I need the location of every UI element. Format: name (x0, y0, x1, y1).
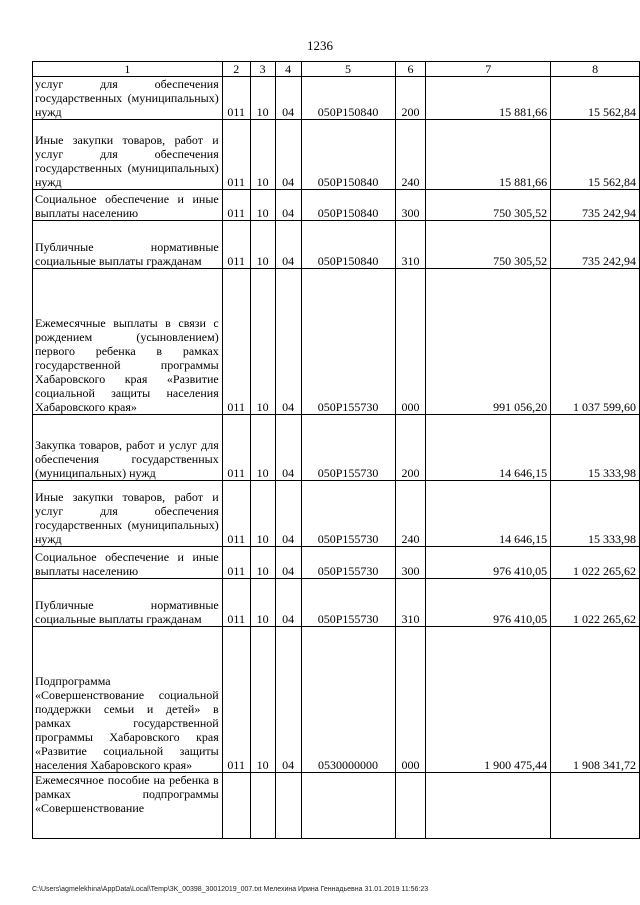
cell-subsection: 04 (275, 579, 301, 627)
table-row (33, 269, 640, 415)
cell-amount-year2: 15 333,98 (551, 415, 640, 481)
cell-section: 10 (250, 190, 275, 221)
cell-ministry: 011 (222, 481, 250, 547)
cell-amount-year1: 14 646,15 (426, 481, 551, 547)
cell-amount-year2: 15 562,84 (551, 120, 640, 190)
column-header: 1 (33, 62, 223, 77)
cell-expense-type: 310 (395, 579, 426, 627)
cell-ministry: 011 (222, 547, 250, 579)
cell-section: 10 (250, 547, 275, 579)
row-name: Иные закупки товаров, работ и услуг для обеспечения государственных (муниципальных) нужд (33, 120, 223, 190)
cell-ministry: 011 (222, 415, 250, 481)
cell-ministry: 011 (222, 579, 250, 627)
row-name: Ежемесячные выплаты в связи с рождением (усыновлением) первого ребенка в рамках государственной программы Хабаровского края «Развитие социальной защиты населения Хабаровского края» (33, 269, 223, 415)
cell-expense-type: 240 (395, 120, 426, 190)
cell-amount-year1: 976 410,05 (426, 547, 551, 579)
cell-amount-year1: 14 646,15 (426, 415, 551, 481)
cell-amount-year2: 735 242,94 (551, 221, 640, 269)
table-row (33, 415, 640, 481)
row-name: Публичные нормативные социальные выплаты гражданам (33, 221, 223, 269)
column-header: 7 (426, 62, 551, 77)
cell-target-article (301, 773, 395, 839)
column-header: 8 (551, 62, 640, 77)
table-header-row (33, 62, 640, 77)
row-name: Подпрограмма «Совершенствование социальной поддержки семьи и детей» в рамках государственной программы Хабаровского края «Развитие социальной защиты населения Хабаровского края» (33, 627, 223, 773)
table-row (33, 579, 640, 627)
table-row (33, 627, 640, 773)
cell-section (250, 773, 275, 839)
row-name: Социальное обеспечение и иные выплаты населению (33, 547, 223, 579)
budget-table (32, 61, 640, 839)
table-row (33, 547, 640, 579)
column-header: 5 (301, 62, 395, 77)
cell-ministry: 011 (222, 77, 250, 120)
cell-expense-type: 310 (395, 221, 426, 269)
column-header: 4 (275, 62, 301, 77)
row-name: услуг для обеспечения государственных (муниципальных) нужд (33, 77, 223, 120)
cell-expense-type: 000 (395, 269, 426, 415)
cell-ministry: 011 (222, 221, 250, 269)
cell-section: 10 (250, 415, 275, 481)
cell-amount-year2: 735 242,94 (551, 190, 640, 221)
cell-amount-year2 (551, 773, 640, 839)
cell-subsection: 04 (275, 77, 301, 120)
column-header: 2 (222, 62, 250, 77)
cell-target-article: 050Р155730 (301, 579, 395, 627)
table-row (33, 190, 640, 221)
cell-amount-year1: 1 900 475,44 (426, 627, 551, 773)
cell-expense-type: 240 (395, 481, 426, 547)
cell-target-article: 050Р150840 (301, 221, 395, 269)
cell-section: 10 (250, 77, 275, 120)
cell-section: 10 (250, 221, 275, 269)
page-number: 1236 (307, 38, 333, 53)
cell-subsection (275, 773, 301, 839)
cell-target-article: 050Р155730 (301, 547, 395, 579)
cell-expense-type: 300 (395, 547, 426, 579)
cell-subsection: 04 (275, 269, 301, 415)
cell-ministry: 011 (222, 120, 250, 190)
row-name: Закупка товаров, работ и услуг для обеспечения государственных (муниципальных) нужд (33, 415, 223, 481)
cell-target-article: 050Р150840 (301, 77, 395, 120)
cell-subsection: 04 (275, 627, 301, 773)
cell-amount-year2: 15 333,98 (551, 481, 640, 547)
table-row (33, 77, 640, 120)
cell-section: 10 (250, 579, 275, 627)
cell-ministry (222, 773, 250, 839)
table-row (33, 773, 640, 839)
cell-target-article: 050Р155730 (301, 481, 395, 547)
cell-amount-year2: 1 908 341,72 (551, 627, 640, 773)
column-header: 3 (250, 62, 275, 77)
cell-amount-year1: 976 410,05 (426, 579, 551, 627)
cell-subsection: 04 (275, 120, 301, 190)
cell-ministry: 011 (222, 190, 250, 221)
cell-expense-type: 200 (395, 415, 426, 481)
cell-expense-type: 200 (395, 77, 426, 120)
column-header: 6 (395, 62, 426, 77)
row-name: Публичные нормативные социальные выплаты гражданам (33, 579, 223, 627)
cell-amount-year2: 1 022 265,62 (551, 547, 640, 579)
file-path-footer: C:\Users\agmelekhina\AppData\Local\Temp\3K_00398_30012019_007.txt Мелехина Ирина Геннадьевна 31.01.2019 11:56:23 (32, 886, 429, 893)
row-name: Ежемесячное пособие на ребенка в рамках подпрограммы «Совершенствование (33, 773, 223, 839)
table-row (33, 481, 640, 547)
cell-amount-year1 (426, 773, 551, 839)
cell-section: 10 (250, 269, 275, 415)
cell-target-article: 050Р150840 (301, 120, 395, 190)
cell-target-article: 050Р155730 (301, 269, 395, 415)
row-name: Иные закупки товаров, работ и услуг для обеспечения государственных (муниципальных) нужд (33, 481, 223, 547)
cell-amount-year2: 1 037 599,60 (551, 269, 640, 415)
cell-expense-type: 000 (395, 627, 426, 773)
table-row (33, 120, 640, 190)
cell-section: 10 (250, 120, 275, 190)
cell-expense-type (395, 773, 426, 839)
cell-amount-year1: 750 305,52 (426, 221, 551, 269)
cell-subsection: 04 (275, 415, 301, 481)
cell-subsection: 04 (275, 481, 301, 547)
cell-section: 10 (250, 627, 275, 773)
cell-amount-year2: 15 562,84 (551, 77, 640, 120)
cell-target-article: 050Р155730 (301, 415, 395, 481)
row-name: Социальное обеспечение и иные выплаты населению (33, 190, 223, 221)
cell-target-article: 050Р150840 (301, 190, 395, 221)
cell-target-article: 0530000000 (301, 627, 395, 773)
cell-expense-type: 300 (395, 190, 426, 221)
cell-amount-year1: 991 056,20 (426, 269, 551, 415)
cell-ministry: 011 (222, 269, 250, 415)
cell-amount-year1: 15 881,66 (426, 77, 551, 120)
cell-ministry: 011 (222, 627, 250, 773)
cell-subsection: 04 (275, 190, 301, 221)
cell-section: 10 (250, 481, 275, 547)
cell-amount-year1: 15 881,66 (426, 120, 551, 190)
table-row (33, 221, 640, 269)
cell-amount-year1: 750 305,52 (426, 190, 551, 221)
cell-subsection: 04 (275, 221, 301, 269)
cell-subsection: 04 (275, 547, 301, 579)
cell-amount-year2: 1 022 265,62 (551, 579, 640, 627)
